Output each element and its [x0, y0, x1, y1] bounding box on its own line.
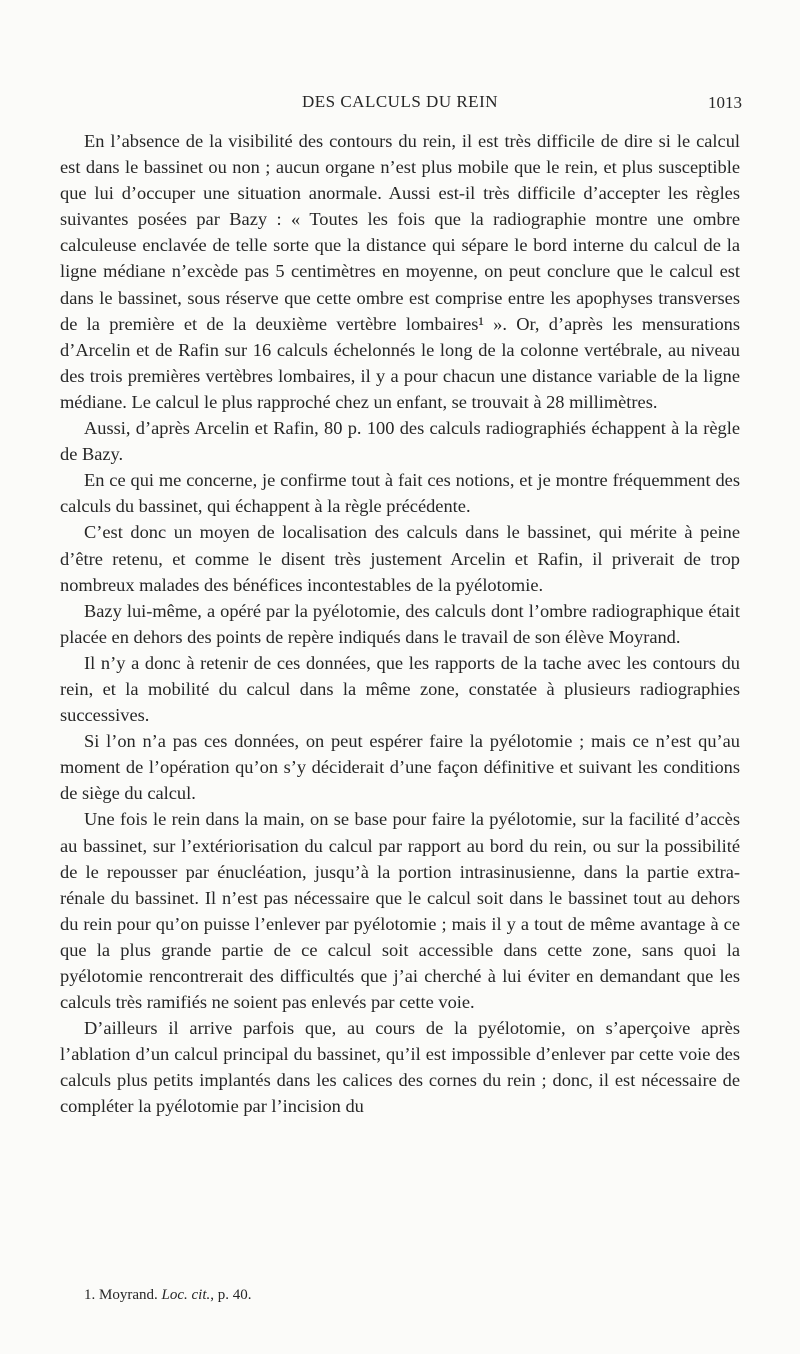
page-number: 1013	[708, 93, 742, 112]
footnote-citation: Loc. cit.	[161, 1287, 211, 1303]
footnote	[84, 1285, 740, 1305]
body-text	[60, 128, 740, 1120]
paragraph: C’est donc un moyen de localisation des calculs dans le bassinet, qui mérite à peine d’être retenu, et comme le disent très justement Arcelin et Rafin, il priverait de trop nombreux malades des bénéfices incontestables de la pyélotomie.	[60, 522, 740, 595]
footnote-suffix: , p. 40.	[210, 1287, 252, 1303]
paragraph: Aussi, d’après Arcelin et Rafin, 80 p. 100 des calculs radiographiés échappent à la règle de Bazy.	[60, 418, 740, 465]
paragraph: D’ailleurs il arrive parfois que, au cours de la pyélotomie, on s’aperçoive après l’ablation d’un calcul principal du bassinet, qu’il est impossible d’enlever par cette voie des calculs plus petits implantés dans les calices des cornes du rein ; donc, il est nécessaire de compléter la pyélotomie par l’incision du	[60, 1018, 740, 1117]
page-header	[60, 92, 740, 118]
paragraph: En ce qui me concerne, je confirme tout à fait ces notions, et je montre fréquemment des calculs du bassinet, qui échappent à la règle précédente.	[60, 470, 740, 517]
running-title: DES CALCULS DU REIN	[301, 92, 499, 111]
footnote-prefix: 1. Moyrand.	[84, 1287, 158, 1303]
paragraph: En l’absence de la visibilité des contours du rein, il est très difficile de dire si le calcul est dans le bassinet ou non ; aucun organe n’est plus mobile que le rein, et plus susceptible que lui d’occuper une situation anormale. Aussi est-il très difficile d’accepter les règles suivantes posées par Bazy : « Toutes les fois que la radiographie montre une ombre calculeuse enclavée de telle sorte que la distance qui sépare le bord interne du calcul de la ligne médiane n’excède pas 5 centimètres en moyenne, on peut conclure que le calcul est dans le bassinet, sous réserve que cette ombre est comprise entre les apophyses transverses de la première et de la deuxième vertèbre lombaires¹ ». Or, d’après les mensurations d’Arcelin et de Rafin sur 16 calculs échelonnés le long de la colonne vertébrale, au niveau des trois premières vertèbres lombaires, il y a pour chacun une distance variable de la ligne médiane. Le calcul le plus rapproché chez un enfant, se trouvait à 28 millimètres.	[60, 131, 740, 412]
paragraph: Si l’on n’a pas ces données, on peut espérer faire la pyélotomie ; mais ce n’est qu’au moment de l’opération qu’on s’y déciderait d’une façon définitive et suivant les conditions de siège du calcul.	[60, 731, 740, 804]
paragraph: Il n’y a donc à retenir de ces données, que les rapports de la tache avec les contours du rein, et la mobilité du calcul dans la même zone, constatée à plusieurs radiographies successives.	[60, 652, 740, 726]
paragraph: Une fois le rein dans la main, on se base pour faire la pyélotomie, sur la facilité d’accès au bassinet, sur l’extériorisation du calcul par rapport au bord du rein, ou sur la possibilité de le repousser par énucléation, jusqu’à la portion intrasinusienne, dans la partie extra-rénale du bassinet. Il n’est pas nécessaire que le calcul soit dans le bassinet tout au dehors du rein pour qu’on puisse l’enlever par pyélotomie ; mais il y a tout de même avantage à ce que la plus grande partie de ce calcul soit accessible dans cette zone, sans quoi la pyélotomie rencontrerait des difficultés que j’ai cherché à lui éviter en demandant que les calculs très ramifiés ne soient pas enlevés par cette voie.	[60, 809, 740, 1013]
paragraph: Bazy lui-même, a opéré par la pyélotomie, des calculs dont l’ombre radiographique était placée en dehors des points de repère indiqués dans le travail de son élève Moyrand.	[60, 600, 740, 647]
